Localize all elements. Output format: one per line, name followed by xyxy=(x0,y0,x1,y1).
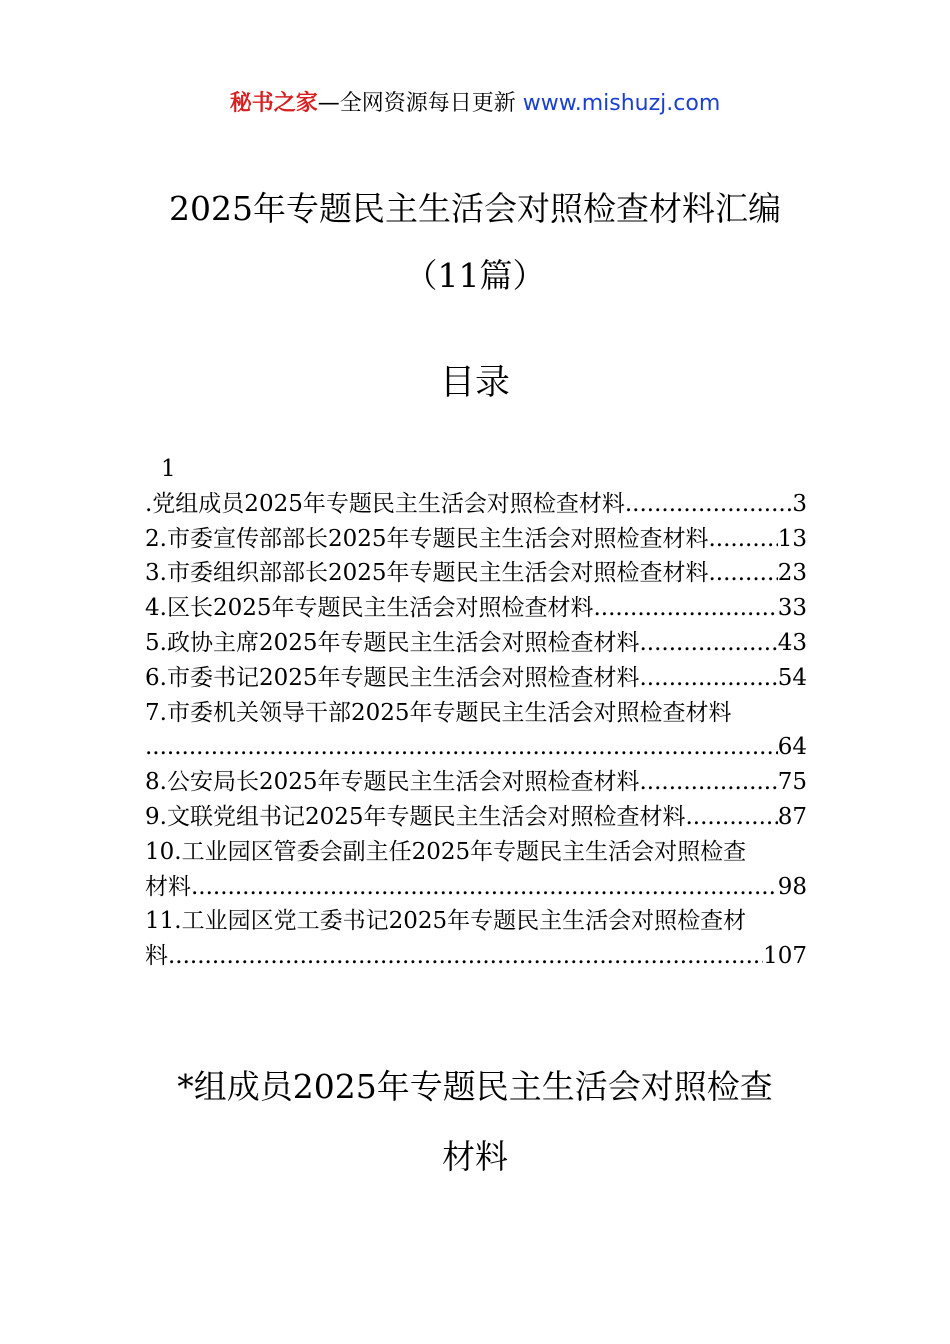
toc-entry-page: 33 xyxy=(777,595,807,622)
toc-entry-title-cont: 材料 xyxy=(145,873,191,900)
section-title xyxy=(0,1052,950,1192)
site-slogan: —全网资源每日更新 xyxy=(317,91,516,116)
toc-entry[interactable] xyxy=(145,626,807,661)
toc-entry-page: 43 xyxy=(777,629,807,656)
toc-dot-leader xyxy=(639,765,777,800)
toc-entry-title: 8.公安局长2025年专题民主生活会对照检查材料 xyxy=(145,769,640,796)
toc-entry-page: 107 xyxy=(763,943,807,970)
toc-dot-leader xyxy=(191,870,778,905)
toc-entry[interactable] xyxy=(145,661,807,696)
toc-dot-leader xyxy=(685,800,777,835)
toc-dot-leader xyxy=(708,522,777,557)
toc-entry-page: 98 xyxy=(777,873,807,900)
toc-entry-page: 3 xyxy=(792,490,807,517)
toc-dot-leader xyxy=(593,591,777,626)
toc-entry-line2[interactable] xyxy=(145,870,807,905)
toc-entry-line2[interactable] xyxy=(145,730,807,765)
toc-entry-line1[interactable] xyxy=(145,904,807,939)
toc-entry-title: 5.政协主席2025年专题民主生活会对照检查材料 xyxy=(145,629,640,656)
toc-dot-leader xyxy=(625,487,793,522)
toc-dot-leader xyxy=(639,626,777,661)
toc-stray-number: 1 xyxy=(161,456,176,482)
toc-entry-title: 7.市委机关领导干部2025年专题民主生活会对照检查材料 xyxy=(145,699,732,726)
toc-entry-title-cont: 料 xyxy=(145,943,168,970)
toc-entry[interactable] xyxy=(145,591,807,626)
toc-entry[interactable] xyxy=(145,800,807,835)
toc-dot-leader xyxy=(168,939,763,974)
section-title-line1: *组成员2025年专题民主生活会对照检查 xyxy=(177,1067,773,1106)
toc-entry-title: 3.市委组织部部长2025年专题民主生活会对照检查材料 xyxy=(145,560,709,587)
toc-entry[interactable] xyxy=(145,487,807,522)
toc-entry-line2[interactable] xyxy=(145,939,807,974)
site-url-link[interactable]: www.mishuzj.com xyxy=(522,91,721,116)
site-brand: 秘书之家 xyxy=(229,91,318,116)
toc-entry-title: 10.工业园区管委会副主任2025年专题民主生活会对照检查 xyxy=(145,838,747,865)
toc-entry-page: 75 xyxy=(777,769,807,796)
toc-dot-leader xyxy=(145,730,778,765)
toc-entry-title: 9.文联党组书记2025年专题民主生活会对照检查材料 xyxy=(145,803,686,830)
toc-dot-leader xyxy=(639,661,777,696)
table-of-contents xyxy=(145,452,807,974)
toc-entry-page: 13 xyxy=(777,525,807,552)
toc-entry-page: 54 xyxy=(777,664,807,691)
document-title: 2025年专题民主生活会对照检查材料汇编 xyxy=(169,189,781,228)
toc-entry-page: 87 xyxy=(777,803,807,830)
toc-entry[interactable] xyxy=(145,765,807,800)
toc-entry-title: 2.市委宣传部部长2025年专题民主生活会对照检查材料 xyxy=(145,525,709,552)
section-title-line2: 材料 xyxy=(442,1137,508,1176)
toc-entry[interactable] xyxy=(145,522,807,557)
toc-entry-page: 64 xyxy=(777,734,807,761)
document-subtitle: （11篇） xyxy=(404,256,546,295)
toc-dot-leader xyxy=(708,556,777,591)
toc-entry-title: 4.区长2025年专题民主生活会对照检查材料 xyxy=(145,595,594,622)
toc-entry-page: 23 xyxy=(777,560,807,587)
toc-entry[interactable] xyxy=(145,556,807,591)
toc-entry-title: 11.工业园区党工委书记2025年专题民主生活会对照检查材 xyxy=(145,908,747,935)
toc-entry-title: .党组成员2025年专题民主生活会对照检查材料 xyxy=(145,490,625,517)
toc-entry-line1[interactable] xyxy=(145,835,807,870)
site-header xyxy=(0,88,950,120)
toc-entry-line1[interactable] xyxy=(145,696,807,731)
toc-heading: 目录 xyxy=(439,363,510,403)
toc-entry-title: 6.市委书记2025年专题民主生活会对照检查材料 xyxy=(145,664,640,691)
